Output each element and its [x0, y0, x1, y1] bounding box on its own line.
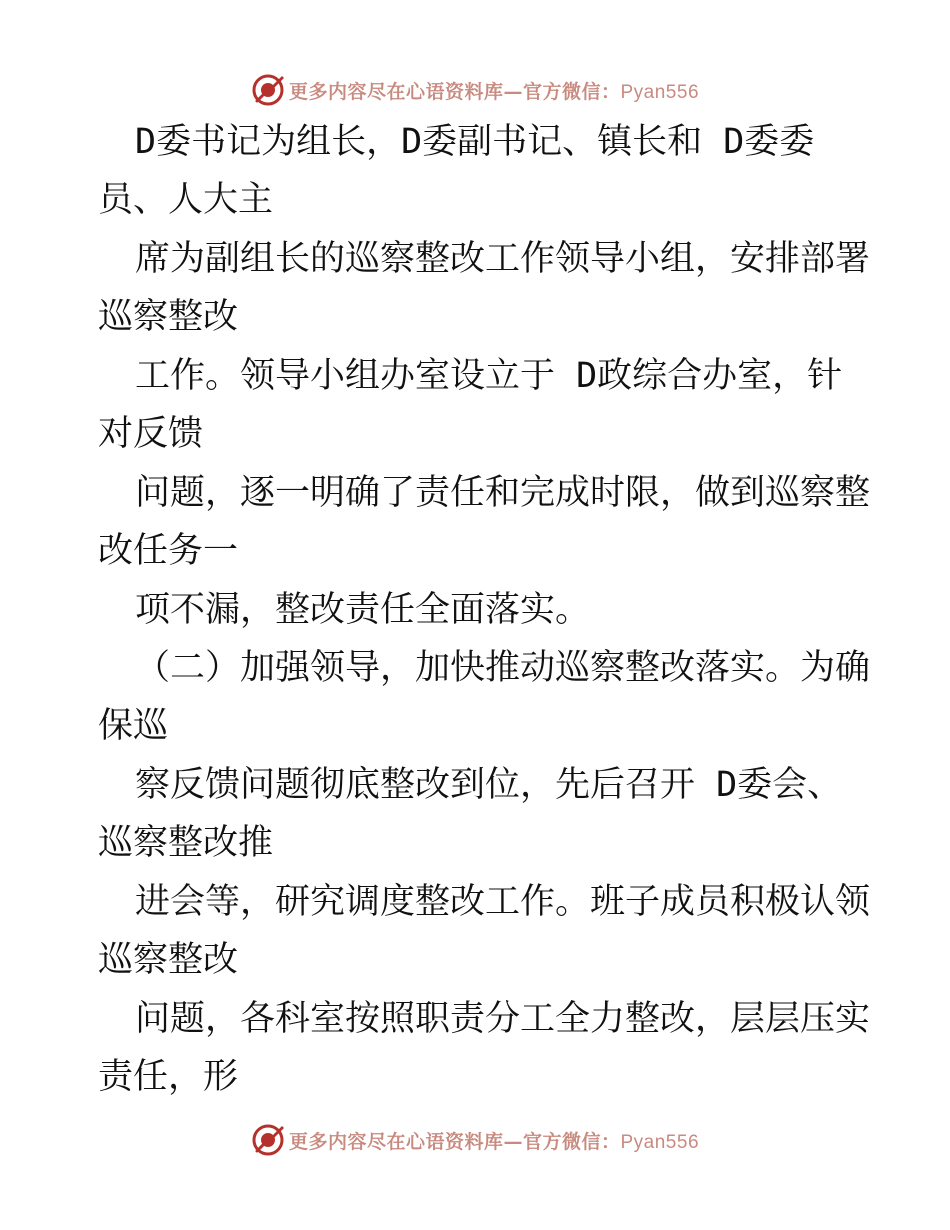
text-line: 问题，各科室按照职责分工全力整改，层层压实 — [135, 999, 871, 1039]
text-line: 巡察整改 — [98, 940, 239, 980]
text-line: （二）加强领导，加快推动巡察整改落实。为确 — [135, 648, 871, 688]
footer-banner — [0, 1120, 950, 1160]
text-line: 责任，形 — [98, 1057, 239, 1097]
text-line: 问题，逐一明确了责任和完成时限，做到巡察整 — [135, 473, 871, 513]
brand-logo-icon — [251, 1123, 285, 1157]
text-line: 员、人大主 — [98, 180, 274, 220]
text-line: 巡察整改 — [98, 297, 239, 337]
text-line: D委书记为组长，D委副书记、镇长和 D委委 — [135, 122, 815, 162]
text-line: 改任务一 — [98, 531, 239, 571]
text-line: 巡察整改推 — [98, 823, 274, 863]
brand-logo-icon — [251, 73, 285, 107]
header-wechat-id: Pyan556 — [620, 81, 700, 103]
text-line: 席为副组长的巡察整改工作领导小组，安排部署 — [135, 239, 871, 279]
header-banner-text: 更多内容尽在心语资料库—官方微信：Pyan556 — [288, 80, 700, 103]
footer-wechat-id: Pyan556 — [620, 1131, 700, 1153]
text-line: 保巡 — [98, 706, 169, 746]
header-banner — [0, 70, 950, 110]
text-line: 进会等，研究调度整改工作。班子成员积极认领 — [135, 882, 871, 922]
footer-banner-text: 更多内容尽在心语资料库—官方微信：Pyan556 — [288, 1130, 700, 1153]
text-line: 对反馈 — [98, 414, 204, 454]
text-line: 察反馈问题彻底整改到位，先后召开 D委会、 — [135, 765, 843, 805]
text-line: 项不漏，整改责任全面落实。 — [135, 590, 591, 630]
text-line: 工作。领导小组办室设立于 D政综合办室，针 — [135, 356, 843, 396]
